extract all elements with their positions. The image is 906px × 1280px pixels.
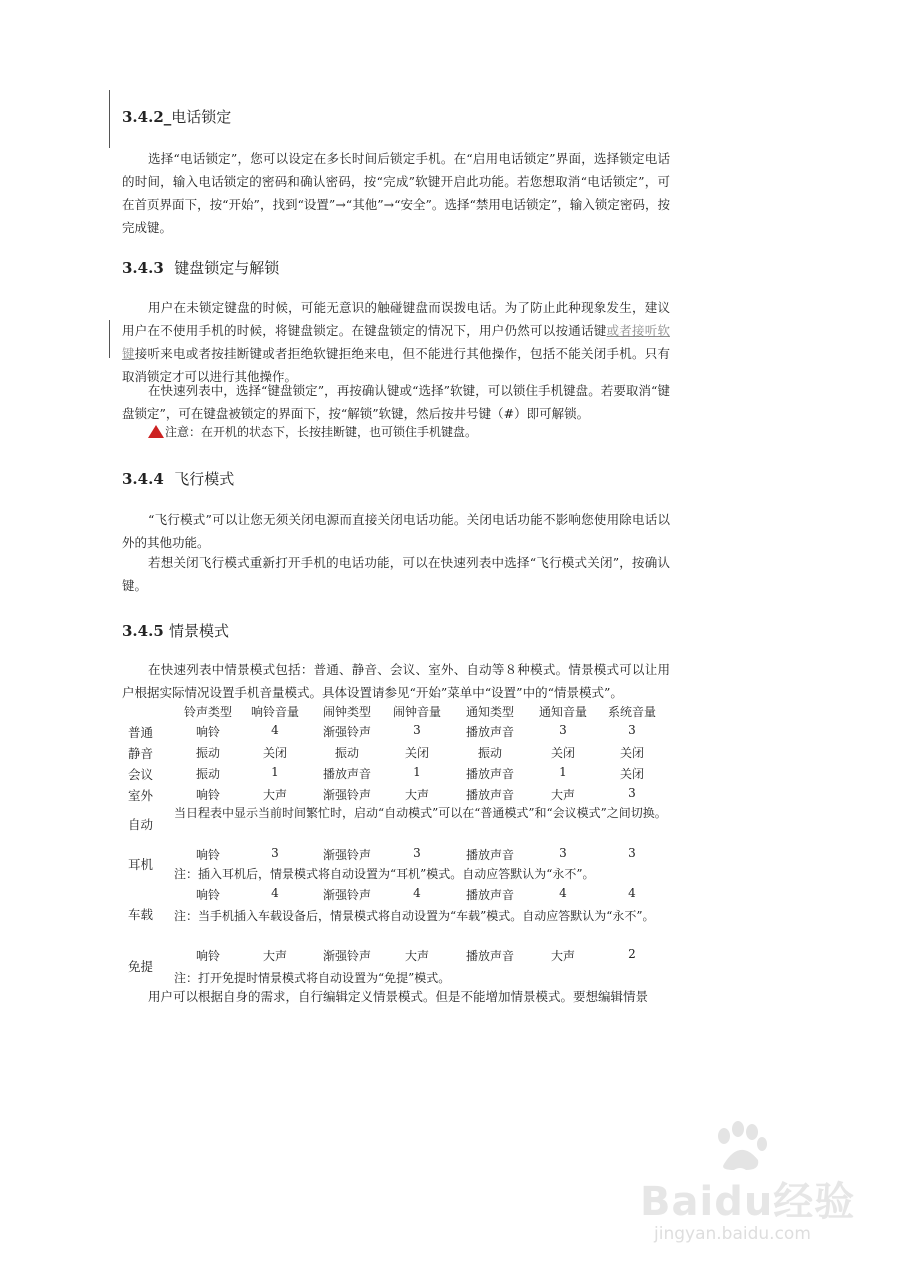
table-cell: 响铃	[195, 949, 221, 963]
section-heading-3-4-2	[122, 106, 231, 127]
table-cell: 关闭	[404, 746, 430, 760]
section-number: 3.4.2_	[122, 108, 172, 126]
table-cell: 振动	[477, 746, 503, 760]
table-cell: 播放声音	[465, 725, 515, 739]
tracked-change-text: 或者接听软键	[122, 323, 670, 361]
paragraph: “飞行模式”可以让您无须关闭电源而直接关闭电话功能。关闭电话功能不影响您使用除电话以外的其他功能。	[122, 512, 670, 550]
table-cell: 1	[271, 765, 279, 779]
change-bar	[109, 90, 110, 148]
table-row-label: 普通	[128, 725, 154, 740]
table-cell: 大声	[550, 949, 576, 963]
table-cell: 播放声音	[465, 767, 515, 781]
paw-logo-icon	[710, 1120, 770, 1172]
table-cell: 振动	[334, 746, 360, 760]
change-bar	[109, 320, 110, 358]
paragraph-text: 用户在未锁定键盘的时候，可能无意识的触碰键盘而误拨电话。为了防止此种现象发生，建议用户在不使用手机的时候，将键盘锁定。在键盘锁定的情况下，用户仍然可以按通话键	[122, 300, 670, 338]
table-row-note: 当日程表中显示当前时间繁忙时，启动“自动模式”可以在“普通模式”和“会议模式”之间切换。	[174, 806, 667, 820]
table-header-cell: 铃声类型	[183, 705, 233, 719]
table-cell: 3	[271, 846, 279, 860]
table-row-note: 注：当手机插入车载设备后，情景模式将自动设置为“车载”模式。自动应答默认为“永不”。	[174, 909, 655, 923]
table-cell: 振动	[195, 767, 221, 781]
table-cell: 4	[413, 886, 421, 900]
table-row-label: 车载	[128, 907, 154, 922]
paragraph: 在快速列表中情景模式包括：普通、静音、会议、室外、自动等８种模式。情景模式可以让用户根据实际情况设置手机音量模式。具体设置请参见“开始”菜单中“设置”中的“情景模式”。	[122, 662, 670, 700]
table-cell: 4	[271, 886, 279, 900]
table-cell: 渐强铃声	[322, 788, 372, 802]
table-row	[122, 744, 682, 764]
table-header	[122, 703, 682, 723]
paragraph: 若想关闭飞行模式重新打开手机的电话功能，可以在快速列表中选择“飞行模式关闭”，按确认键。	[122, 555, 670, 593]
table-cell: 大声	[262, 788, 288, 802]
table-cell: 渐强铃声	[322, 725, 372, 739]
table-cell: 关闭	[619, 767, 645, 781]
section-heading-3-4-4	[122, 468, 234, 489]
table-cell: 响铃	[195, 725, 221, 739]
section-number: 3.4.5	[122, 622, 164, 640]
table-cell: 关闭	[262, 746, 288, 760]
section-title: 电话锁定	[171, 108, 232, 126]
table-row-label: 静音	[128, 746, 154, 761]
paragraph: 在快速列表中，选择“键盘锁定”，再按确认键或“选择”软键，可以锁住手机键盘。若要取消“键盘锁定”，可在键盘被锁定的界面下，按“解锁”软键，然后按井号键（#）即可解锁。	[122, 383, 670, 421]
table-row-label: 自动	[128, 817, 154, 832]
table-row-label: 会议	[128, 767, 154, 782]
table-cell: 大声	[262, 949, 288, 963]
note-text: 注意：在开机的状态下，长按挂断键，也可锁住手机键盘。	[165, 425, 478, 439]
baidu-watermark	[640, 1120, 870, 1260]
watermark-url: jingyan.baidu.com	[654, 1224, 811, 1244]
table-row	[122, 846, 682, 866]
table-row	[122, 886, 682, 906]
table-cell: 渐强铃声	[322, 888, 372, 902]
section-number: 3.4.3	[122, 259, 164, 277]
table-cell: 大声	[404, 788, 430, 802]
table-cell: 3	[413, 846, 421, 860]
table-cell: 1	[413, 765, 421, 779]
table-cell: 3	[628, 786, 636, 800]
table-row	[122, 765, 682, 785]
table-cell: 4	[559, 886, 567, 900]
table-cell: 播放声音	[465, 949, 515, 963]
table-cell: 渐强铃声	[322, 949, 372, 963]
section-title: 情景模式	[169, 622, 230, 640]
table-cell: 渐强铃声	[322, 848, 372, 862]
table-cell: 振动	[195, 746, 221, 760]
table-header-cell: 闹钟音量	[392, 705, 442, 719]
table-cell: 4	[628, 886, 636, 900]
section-title: 键盘锁定与解锁	[174, 259, 280, 277]
table-cell: 3	[559, 723, 567, 737]
table-row-note: 注：插入耳机后，情景模式将自动设置为“耳机”模式。自动应答默认为“永不”。	[174, 867, 595, 881]
table-cell: 响铃	[195, 848, 221, 862]
table-cell: 播放声音	[465, 888, 515, 902]
table-row	[122, 947, 682, 967]
table-cell: 播放声音	[465, 848, 515, 862]
table-cell: 播放声音	[322, 767, 372, 781]
table-cell: 响铃	[195, 888, 221, 902]
table-row-note: 注：打开免提时情景模式将自动设置为“免提”模式。	[174, 971, 451, 985]
paragraph: 用户可以根据自身的需求，自行编辑定义情景模式。但是不能增加情景模式。要想编辑情景	[148, 989, 649, 1004]
table-cell: 3	[413, 723, 421, 737]
table-header-cell: 响铃音量	[250, 705, 300, 719]
table-cell: 关闭	[619, 746, 645, 760]
table-row-label: 室外	[128, 788, 154, 803]
table-row-label: 耳机	[128, 857, 154, 872]
table-cell: 响铃	[195, 788, 221, 802]
section-heading-3-4-3	[122, 257, 279, 278]
table-row-label: 免提	[128, 959, 154, 974]
table-header-cell: 闹钟类型	[322, 705, 372, 719]
table-cell: 关闭	[550, 746, 576, 760]
table-cell: 4	[271, 723, 279, 737]
table-cell: 3	[628, 723, 636, 737]
table-cell: 大声	[550, 788, 576, 802]
paragraph-text: 接听来电或者按挂断键或者拒绝软键拒绝来电，但不能进行其他操作，包括不能关闭手机。只有取消锁定才可以进行其他操作。	[122, 346, 670, 384]
table-cell: 3	[628, 846, 636, 860]
table-row	[122, 723, 682, 743]
table-cell: 大声	[404, 949, 430, 963]
table-header-cell: 系统音量	[607, 705, 657, 719]
section-number: 3.4.4	[122, 470, 164, 488]
table-cell: 1	[559, 765, 567, 779]
table-cell: 2	[628, 947, 636, 961]
paragraph	[122, 296, 670, 388]
section-title: 飞行模式	[174, 470, 235, 488]
table-cell: 播放声音	[465, 788, 515, 802]
table-header-cell: 通知类型	[465, 705, 515, 719]
table-header-cell: 通知音量	[538, 705, 588, 719]
table-cell: 3	[559, 846, 567, 860]
paragraph: 选择“电话锁定”，您可以设定在多长时间后锁定手机。在“启用电话锁定”界面，选择锁定电话的时间，输入电话锁定的密码和确认密码，按“完成”软键开启此功能。若您想取消“电话锁定”，可在首页界面下，按“开始”，找到“设置”→“其他”→“安全”。选择“禁用电话锁定”，输入锁定密码，按完成键。	[122, 151, 670, 235]
warning-icon	[148, 425, 164, 438]
watermark-brand: Baidu经验	[640, 1179, 856, 1225]
note	[148, 423, 477, 440]
section-heading-3-4-5	[122, 620, 229, 641]
